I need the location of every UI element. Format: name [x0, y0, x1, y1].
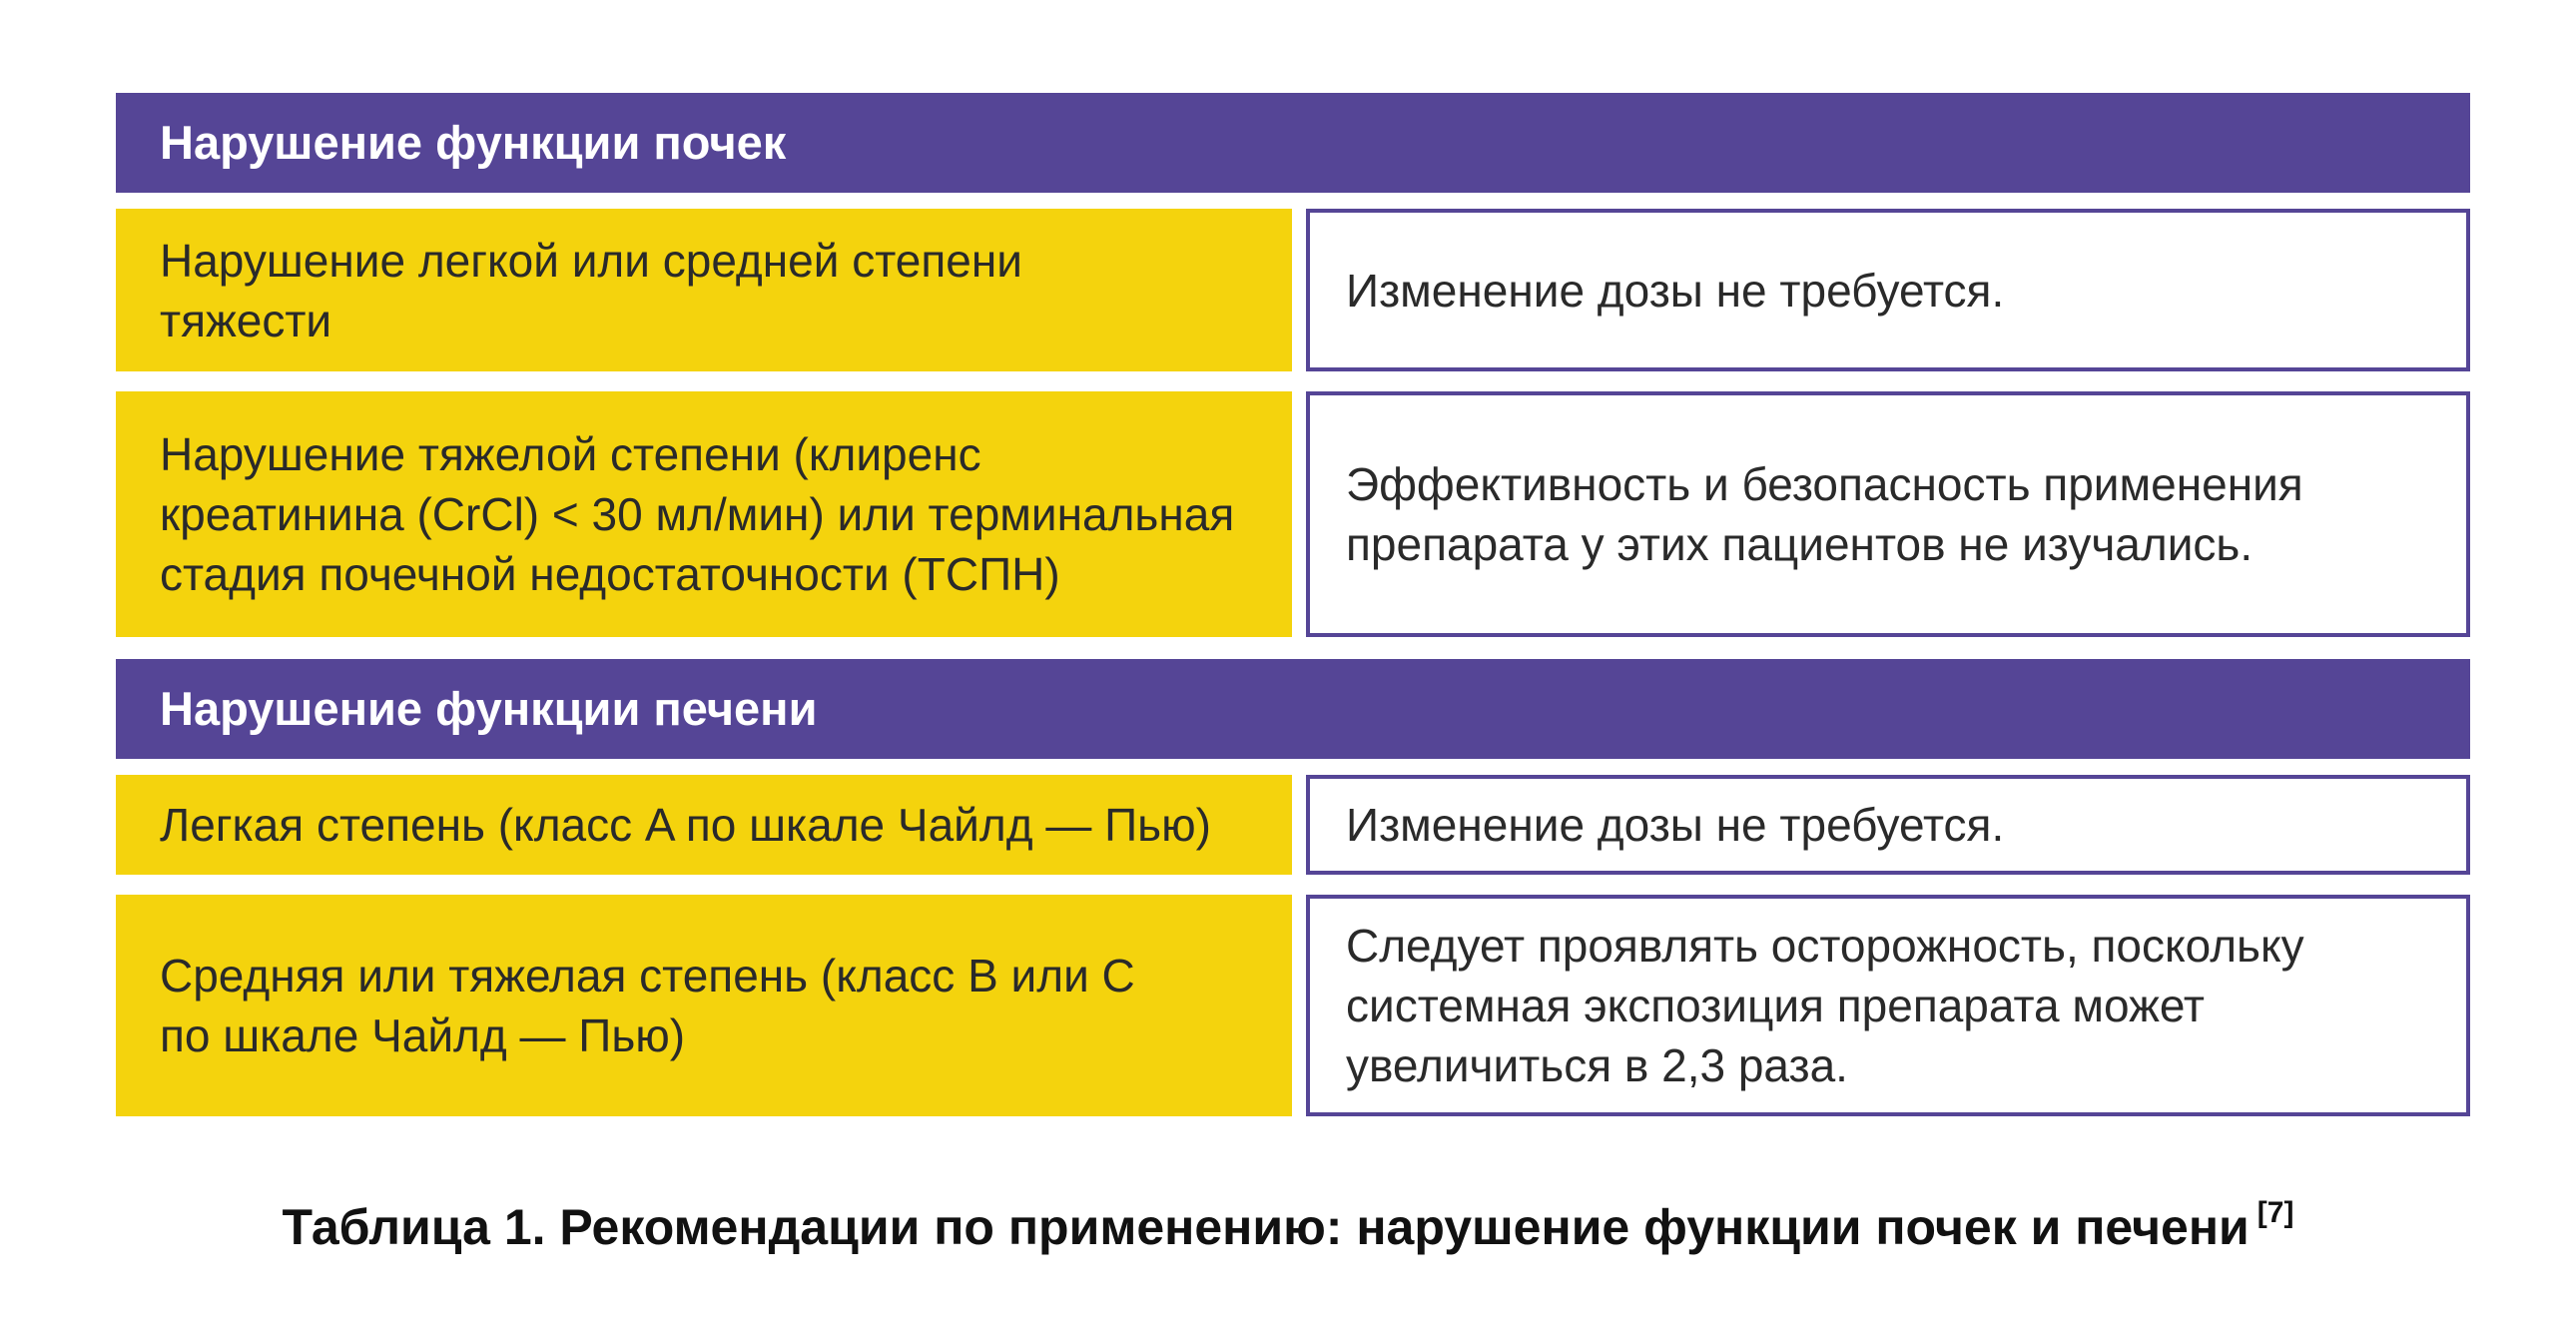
condition-text: Нарушение легкой или средней степени тяжести [160, 234, 1022, 346]
recommendation-cell [1306, 209, 2470, 371]
condition-text: Легкая степень (класс A по шкале Чайлд — Пью) [160, 799, 1211, 851]
section-header-kidney: Нарушение функции почек [116, 93, 2470, 193]
recommendation-cell [1306, 895, 2470, 1116]
recommendation-cell [1306, 775, 2470, 875]
table-caption [0, 1178, 2576, 1262]
condition-text: Нарушение тяжелой степени (клиренс креатинина (CrCl) < 30 мл/мин) или терминальная стадия почечной недостаточности (ТСПН) [160, 428, 1235, 600]
caption-reference: [7] [2256, 1196, 2294, 1229]
condition-text: Средняя или тяжелая степень (класс B или C по шкале Чайлд — Пью) [160, 950, 1135, 1061]
section-header-liver: Нарушение функции печени [116, 659, 2470, 759]
recommendation-text: Следует проявлять осторожность, поскольку системная экспозиция препарата может увеличиться в 2,3 раза. [1346, 920, 2304, 1091]
condition-cell [116, 775, 1292, 875]
recommendation-text: Эффективность и безопасность применения препарата у этих пациентов не изучались. [1346, 458, 2303, 570]
condition-cell [116, 391, 1292, 637]
condition-cell [116, 209, 1292, 371]
recommendation-text: Изменение дозы не требуется. [1346, 264, 2005, 317]
recommendation-text: Изменение дозы не требуется. [1346, 799, 2005, 851]
recommendation-cell [1306, 391, 2470, 637]
caption-text: Таблица 1. Рекомендации по применению: нарушение функции почек и печени [282, 1199, 2250, 1255]
condition-cell [116, 895, 1292, 1116]
